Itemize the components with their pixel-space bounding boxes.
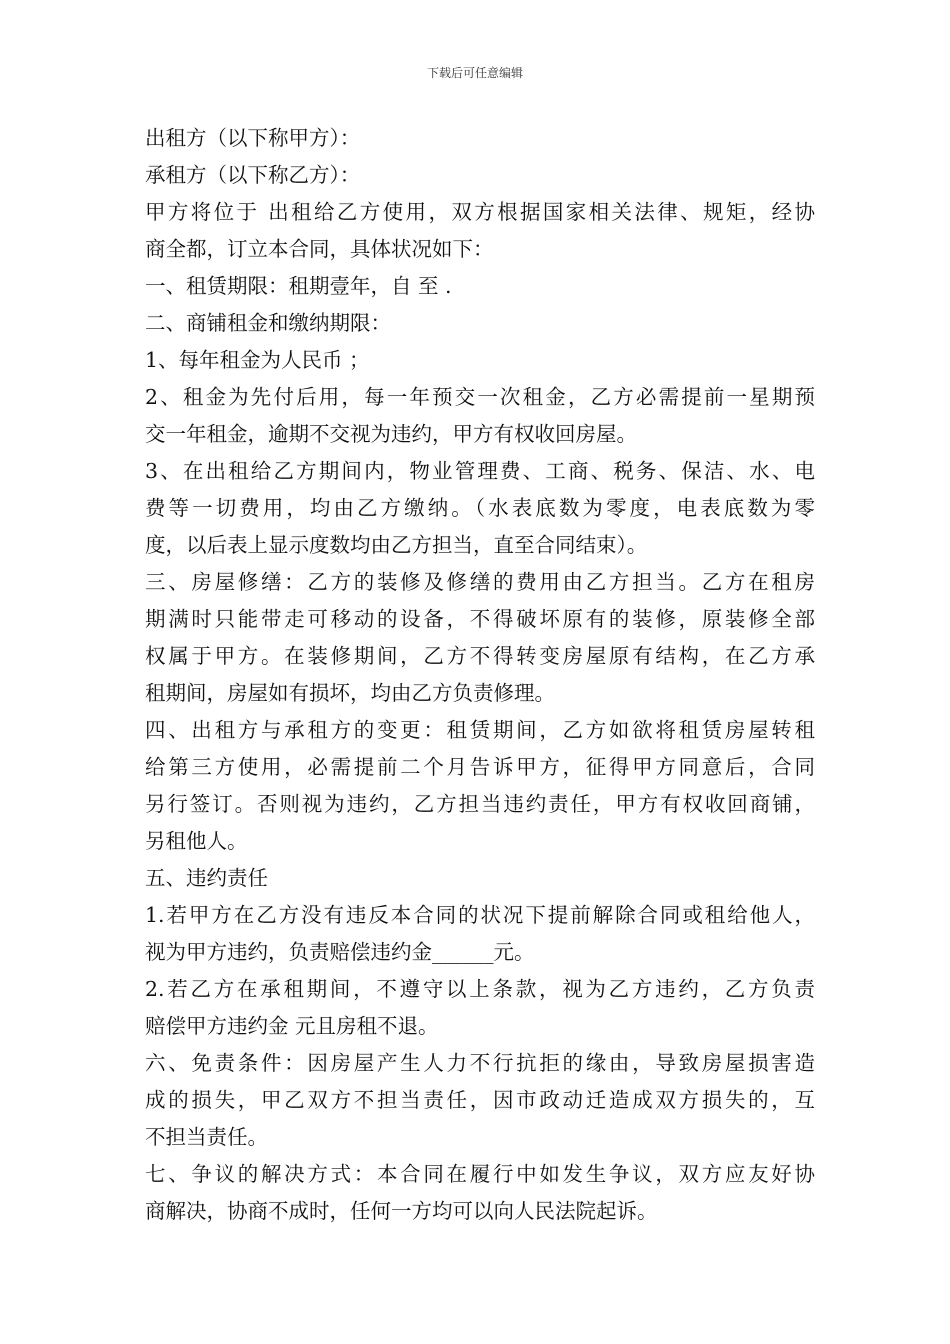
text-line: 四、出租方与承租方的变更：租赁期间，乙方如欲将租赁房屋转租 [145, 718, 815, 742]
text-line: 六、免责条件：因房屋产生人力不行抗拒的缘由，导致房屋损害造 [145, 1051, 815, 1075]
text-line: 期满时只能带走可移动的设备，不得破坏原有的装修，原装修全部 [145, 607, 815, 631]
text-line: 1.若甲方在乙方没有违反本合同的状况下提前解除合同或租给他人， [145, 903, 815, 927]
text-line: 三、房屋修缮：乙方的装修及修缮的费用由乙方担当。乙方在租房 [145, 570, 815, 594]
text-line: 1、每年租金为人民币 ； [145, 348, 370, 372]
text-line: 权属于甲方。在装修期间，乙方不得转变房屋原有结构，在乙方承 [145, 644, 815, 668]
text-line: 承租方（以下称乙方）： [145, 163, 361, 187]
text-line: 给第三方使用，必需提前二个月告诉甲方，征得甲方同意后，合同 [145, 755, 815, 779]
text-line: 商全都，订立本合同，具体状况如下： [145, 237, 494, 261]
text-line: 出租方（以下称甲方）： [145, 126, 361, 150]
text-line: 3、在出租给乙方期间内，物业管理费、工商、税务、保洁、水、电 [145, 459, 815, 483]
text-line: 度，以后表上显示度数均由乙方担当，直至合同结束）。 [145, 533, 648, 557]
text-line: 租期间，房屋如有损坏，均由乙方负责修理。 [145, 681, 555, 705]
text-line: 交一年租金，逾期不交视为违约，甲方有权收回房屋。 [145, 422, 637, 446]
text-line: 2、租金为先付后用，每一年预交一次租金，乙方必需提前一星期预 [145, 385, 815, 409]
text-line: 不担当责任。 [145, 1125, 268, 1149]
contract-body [145, 120, 815, 1230]
text-line: 视为甲方违约，负责赔偿违约金______元。 [145, 940, 535, 964]
text-line: 赔偿甲方违约金 元且房租不退。 [145, 1014, 439, 1038]
text-line: 甲方将位于 出租给乙方使用，双方根据国家相关法律、规矩，经协 [145, 200, 815, 224]
text-line: 五、违约责任 [145, 866, 268, 890]
text-line: 成的损失，甲乙双方不担当责任，因市政动迁造成双方损失的，互 [145, 1088, 815, 1112]
page-header: 下载后可任意编辑 [426, 66, 523, 80]
text-line: 2.若乙方在承租期间，不遵守以上条款，视为乙方违约，乙方负责 [145, 977, 815, 1001]
text-line: 二、商铺租金和缴纳期限： [145, 311, 391, 335]
text-line: 另行签订。否则视为违约，乙方担当违约责任，甲方有权收回商铺， [145, 792, 815, 816]
text-line: 费等一切费用，均由乙方缴纳。（水表底数为零度，电表底数为零 [145, 496, 815, 520]
text-line: 商解决，协商不成时，任何一方均可以向人民法院起诉。 [145, 1199, 658, 1223]
text-line: 一、租赁期限：租期壹年，自 至 . [145, 274, 452, 298]
text-line: 七、争议的解决方式：本合同在履行中如发生争议，双方应友好协 [145, 1162, 815, 1186]
text-line: 另租他人。 [145, 829, 248, 853]
